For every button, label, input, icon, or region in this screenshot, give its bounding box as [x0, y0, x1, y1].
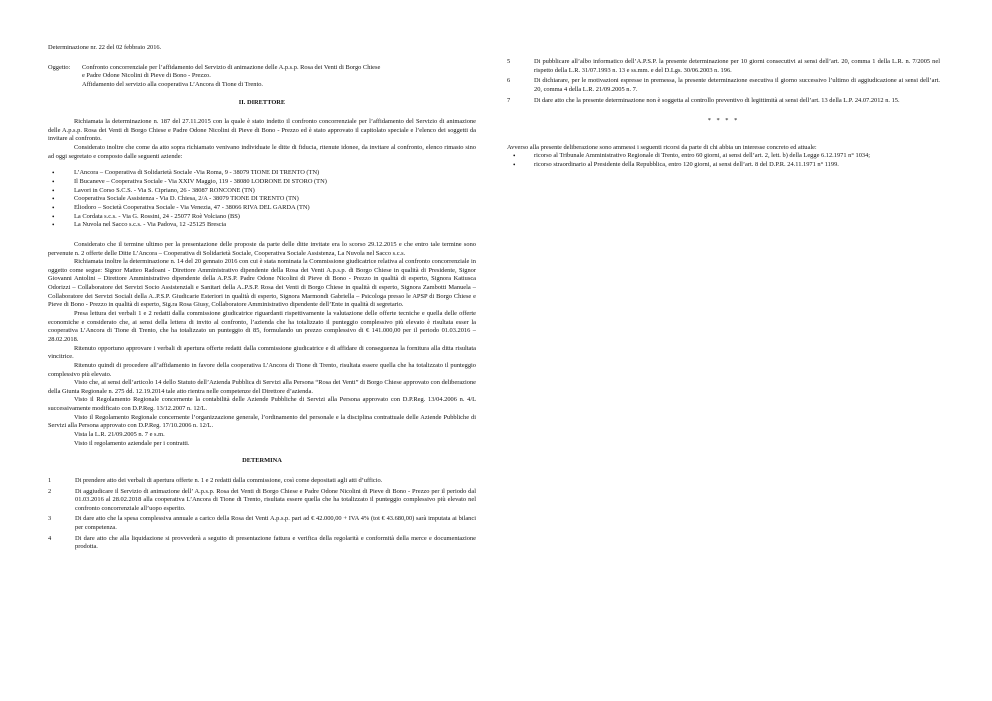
determina-item [48, 515, 476, 532]
body-paragraph: Considerato che il termine ultimo per la presentazione delle proposte da parte delle ditte invitate era lo scorso 29.12.2015 e che entro tale termine sono pervenute n. 2 offerte delle Ditte L’Ancora – Cooperativa di Solidarietà Sociale, Cooperativa Sociale Assistenza, La Nuvola nel Sacco s.c.s. [48, 240, 476, 257]
subject-line: Confronto concorrenziale per l’affidamento del Servizio di animazione delle A.p.s.p. Rosa dei Venti di Borgo Chiese [82, 63, 381, 71]
determina-heading: DETERMINA [242, 457, 282, 465]
item-number: 1 [48, 476, 52, 484]
company-item: • Cooperativa Sociale Assistenza - Via D. Chiesa, 2/A - 38079 TIONE DI TRENTO (TN) [48, 195, 476, 204]
item-number: 6 [507, 77, 511, 85]
body-paragraph: Ritenuto quindi di procedere all’affidamento in favore della cooperativa L’Ancora di Tione di Trento, risultata essere quella che ha totalizzato il punteggio complessivo più elevato. [48, 361, 476, 378]
intro-paragraph: Considerato inoltre che come da atto sopra richiamato venivano individuate le ditte di fiducia, ritenute idonee, da invitare al confronto, elenco rimasto sino ad oggi segretato e composto dalle seguenti aziende: [48, 144, 476, 160]
item-number: 7 [507, 96, 511, 104]
item-text: Di dare atto che la spesa complessiva annuale a carico della Rosa dei Venti A.p.s.p. pari ad € 42.000,00 + IVA 4% (tot € 43.680,00) sarà imputata ai bilanci per competenza. [75, 515, 476, 532]
determina-list-left [48, 477, 476, 552]
company-item: • Eliodoro – Società Cooperativa Sociale - Via Venezia, 47 - 38066 RIVA DEL GARDA (TN) [48, 204, 476, 213]
appeal-item: • ricorso al Tribunale Amministrativo Regionale di Trento, entro 60 giorni, ai sensi dell’art. 2, lett. b) della Legge 6.12.1971 n° 1034; [507, 152, 940, 161]
company-item: • La Nuvola nel Sacco s.c.s. - Via Padova, 12 -25125 Brescia [48, 221, 476, 230]
body-paragraph: Richiamata inoltre la determinazione n. 14 del 20 gennaio 2016 con cui è stata nominata la Commissione giudicatrice relativa al confronto concorrenziale in oggetto come segue: Signor Matteo Radoani - Direttore Amministrativo dipendente della Rosa dei Venti A.p.s.p. di Borgo Chiese in qualità di Presidente, Signor Giovanni Antolini – Direttore Amministrativo dipendente della A.P.S.P. Padre Odone Nicolini di Pieve di Bono - Prezzo in qualità di esperto, Signora Katiusca Odorizzi – Collaboratore dei Servizi Socio Assistenziali e Sanitari della A..P.S.P. Rosa dei Venti di Borgo Chiese in qualità di esperto, Signora Zambotti Manuela – Collaboratore dei Servizi Sociali della A..P.S.P. Giudicarie Esteriori in qualità di esperto, Signora Marmondi Gabriella – Psicologa presso le APSP di Borgo Chiese e Pieve di Bono - Prezzo in qualità di esperto, Sig.ra Rosa Giusy, Collaboratore Amministrativo dipendente dell’Ente in qualità di segretario. [48, 258, 476, 309]
subject-block [48, 64, 476, 90]
subject-line: Affidamento del servizio alla cooperativa L’Ancora di Tione di Trento. [82, 80, 264, 88]
body-paragraph: Visto il Regolamento Regionale concernente la contabilità delle Aziende Pubbliche di Servizi alla Persona approvato con D.P.Reg. 13/04.2006 n. 4/L successivamente modificato con D.P.Reg. 13/12.2007 n. 12/L. [48, 396, 476, 413]
item-text: Di prendere atto dei verbali di apertura offerte n. 1 e 2 redatti dalla commissione, così come depositati agli atti d’ufficio. [75, 476, 383, 484]
item-number: 2 [48, 487, 52, 495]
appeal-item: • ricorso straordinario al Presidente della Repubblica, entro 120 giorni, ai sensi dell’art. 8 del D.P.R. 24.11.1971 n° 1199. [507, 161, 940, 170]
item-text: Di aggiudicare il Servizio di animazione dell’ A.p.s.p. Rosa dei Venti di Borgo Chiese e Padre Odone Nicolini di Pieve di Bono - Prezzo per il periodo dal 01.03.2016 al 28.02.2018 alla cooperativa L’Ancora di Tione di Trento, risultata essere quella che ha totalizzato il punteggio complessivo più elevato nel confronto concorrenziale all’uopo esperito. [75, 487, 476, 512]
determina-item [507, 77, 940, 94]
separator-stars: * * * * [707, 117, 740, 125]
appeals-list [507, 152, 940, 169]
company-item: • La Cordata s.c.s. - Via G. Rossini, 24 - 25077 Roè Volciano (BS) [48, 213, 476, 222]
determina-item [507, 97, 940, 106]
item-text: Di pubblicare all’albo informatico dell’A.P.S.P. la presente determinazione per 10 giorni consecutivi ai sensi dell’art. 20, comma 1 della L.R. n. 7/2005 nel rispetto della L.R. 31/07.1993 n. 13 e ss.mm. e del D.Lgs. 30/06.2003 n. 196. [534, 58, 940, 74]
item-text: Di dare atto che alla liquidazione si provvederà a seguito di presentazione fattura e verifica della regolarità e conformità della merce e documentazione prodotta. [75, 534, 476, 551]
body-paragraph: Visto il Regolamento Regionale concernente l’organizzazione generale, l’ordinamento del personale e la disciplina contrattuale delle Aziende Pubbliche di Servizi alla Persona approvato con D.P.Reg. 17/10.2006 n. 12/L. [48, 413, 476, 430]
company-item: • Il Bucaneve – Cooperativa Sociale - Via XXIV Maggio, 119 - 38080 LODRONE DI STORO (TN) [48, 178, 476, 187]
determina-list-right [507, 58, 940, 105]
body-paragraph: Vista la L.R. 21/09.2005 n. 7 e s.m. [74, 430, 165, 438]
item-number: 4 [48, 534, 52, 542]
subject-line: e Padre Odone Nicolini di Pieve di Bono - Prezzo. [82, 72, 211, 80]
body-paragraph: Visto il regolamento aziendale per i contratti. [74, 439, 190, 447]
intro-paragraph: Richiamata la determinazione n. 187 del 27.11.2015 con la quale è stato indetto il confronto concorrenziale per l’affidamento del Servizio di animazione delle A.p.s.p. Rosa dei Venti di Borgo Chiese e Padre Odone Nicolini di Pieve di Bono - Prezzo ed è stato approvato il capitolato speciale e l’elenco dei soggetti da invitare al confronto. [48, 118, 476, 143]
item-text: Di dare atto che la presente determinazione non è soggetta al controllo preventivo di legittimità ai sensi dell’art. 13 della L.P. 24.07.2012 n. 15. [534, 96, 900, 104]
company-item: • L’Ancora – Cooperativa di Solidarietà Sociale -Via Roma, 9 - 38079 TIONE DI TRENTO (TN) [48, 169, 476, 178]
body-paragraph: Visto che, ai sensi dell’articolo 14 dello Statuto dell’Azienda Pubblica di Servizi alla Persona “Rosa dei Venti” di Borgo Chiese approvato con deliberazione della Giunta Regionale n. 275 dd. 12.19.2014 tale atto rientra nelle competenze del Direttore d’azienda. [48, 379, 476, 395]
body-paragraph: Ritenuto opportuno approvare i verbali di apertura offerte redatti dalla commissione giudicatrice e di affidare di conseguenza la fornitura alla ditta risultata vincitrice. [48, 344, 476, 361]
determina-item [48, 535, 476, 552]
determina-item [507, 58, 940, 75]
company-item: • Lavori in Corso S.C.S. - Via S. Cipriano, 26 - 38087 RONCONE (TN) [48, 187, 476, 196]
direttore-heading: II. DIRETTORE [238, 98, 286, 106]
avverso-paragraph: Avverso alla presente deliberazione sono ammessi i seguenti ricorsi da parte di chi abbia un interesse concreto ed attuale: [507, 143, 817, 151]
subject-text [82, 64, 476, 90]
item-number: 5 [507, 58, 511, 65]
left-column [48, 44, 476, 554]
determina-item [48, 488, 476, 514]
body-paragraph: Presa lettura dei verbali 1 e 2 redatti dalla commissione giudicatrice riguardanti rispettivamente la valutazione delle offerte tecniche e quella delle offerte economiche e considerato che, ai sensi della lettera di invito al confronto, l’azienda che ha totalizzato il punteggio complessivo più elevato è risultata esser la cooperativa L’Ancora di Tione di Trento, che ha totalizzato un punteggio di 85, formulando un prezzo complessivo di € 141.000,00 per il periodo 01.03.2016 – 28.02.2018. [48, 310, 476, 343]
subject-label: Oggetto: [48, 63, 71, 71]
determination-number: Determinazione nr. 22 del 02 febbraio 2016. [48, 44, 162, 51]
item-number: 3 [48, 515, 52, 523]
invited-companies-list [48, 169, 476, 229]
right-column [507, 58, 940, 170]
item-text: Di dichiarare, per le motivazioni espresse in premessa, la presente determinazione esecutiva il giorno successivo l’ultimo di aggiudicazione ai sensi dell’art. 20, comma 4 della L.R. 21/09.2005 n. 7. [534, 77, 940, 93]
determina-item [48, 477, 476, 486]
